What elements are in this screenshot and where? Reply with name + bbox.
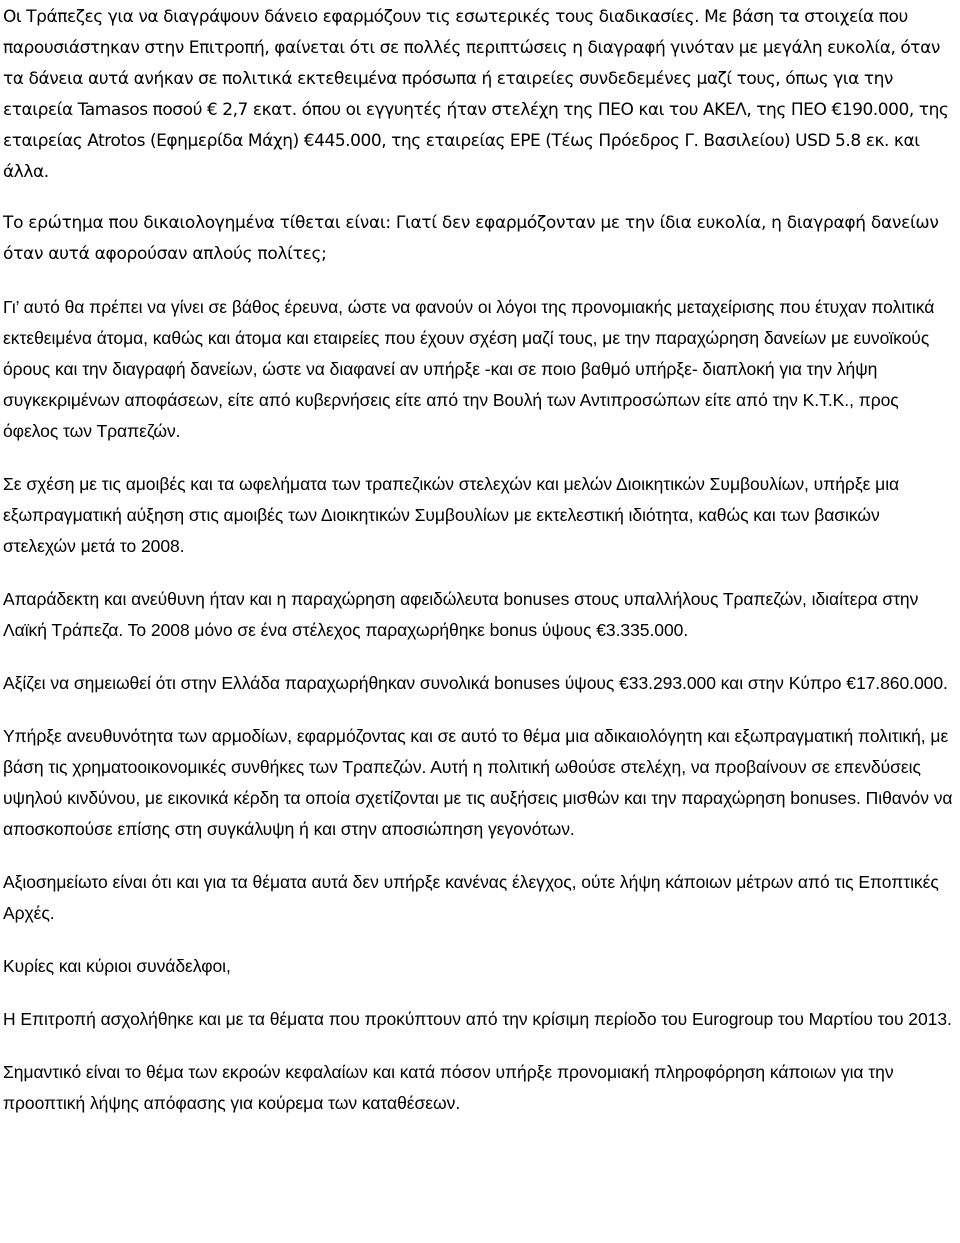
paragraph-bonus-totals: Αξίζει να σημειωθεί ότι στην Ελλάδα παραχωρήθηκαν συνολικά bonuses ύψους €33.293.000 και στην Κύπρο €17.860.000. [3, 673, 948, 693]
paragraph-eurogroup: Η Επιτροπή ασχολήθηκε και με τα θέματα που προκύπτουν από την κρίσιμη περίοδο του Eurogroup του Μαρτίου του 2013. [3, 1009, 952, 1029]
paragraph-question: Το ερώτημα που δικαιολογημένα τίθεται είναι: Γιατί δεν εφαρμόζονταν με την ίδια ευκολία, η διαγραφή δανείων όταν αυτά αφορούσαν απλούς πολίτες; [3, 213, 939, 264]
paragraph-remuneration: Σε σχέση με τις αμοιβές και τα ωφελήματα των τραπεζικών στελεχών και μελών Διοικητικών Συμβουλίων, υπήρξε μια εξωπραγματική αύξηση στις αμοιβές των Διοικητικών Συμβουλίων με εκτελεστική ιδιότητα, καθώς και των βασικών στελεχών μετά το 2008. [3, 474, 900, 556]
paragraph-irresponsibility: Υπήρξε ανευθυνότητα των αρμοδίων, εφαρμόζοντας και σε αυτό το θέμα μια αδικαιολόγητη και εξωπραγματική πολιτική, με βάση τις χρηματοοικονομικές συνθήκες των Τραπεζών. Αυτή η πολιτική ωθούσε στελέχη, να προβαίνουν σε επενδύσεις υψηλού κινδύνου, με εικονικά κέρδη τα οποία σχετίζονται με τις αυξήσεις μισθών και την παραχώρηση bonuses. Πιθανόν να αποσκοπούσε επίσης στη συγκάλυψη ή και στην αποσιώπηση γεγονότων. [3, 726, 953, 839]
document-page [3, 0, 953, 1119]
paragraph-bonuses: Απαράδεκτη και ανεύθυνη ήταν και η παραχώρηση αφειδώλευτα bonuses στους υπαλλήλους Τραπεζών, ιδιαίτερα στην Λαϊκή Τράπεζα. Το 2008 μόνο σε ένα στέλεχος παραχωρήθηκε bonus ύψους €3.335.000. [3, 589, 919, 640]
paragraph-salutation: Κυρίες και κύριοι συνάδελφοι, [3, 956, 231, 976]
paragraph-investigation: Γι’ αυτό θα πρέπει να γίνει σε βάθος έρευνα, ώστε να φανούν οι λόγοι της προνομιακής μεταχείρισης που έτυχαν πολιτικά εκτεθειμένα άτομα, καθώς και άτομα και εταιρείες που έχουν σχέση μαζί τους, με την παραχώρηση δανείων με ευνοϊκούς όρους και την διαγραφή δανείων, ώστε να διαφανεί αν υπήρξε -και σε ποιο βαθμό υπήρξε- διαπλοκή για την λήψη συγκεκριμένων αποφάσεων, είτε από κυβερνήσεις είτε από την Βουλή των Αντιπροσώπων είτε από την Κ.Τ.Κ., προς όφελος των Τραπεζών. [3, 297, 935, 441]
paragraph-loan-write-offs: Οι Τράπεζες για να διαγράψουν δάνειο εφαρμόζουν τις εσωτερικές τους διαδικασίες. Με βάση τα στοιχεία που παρουσιάστηκαν στην Επιτροπή, φαίνεται ότι σε πολλές περιπτώσεις η διαγραφή γινόταν με μεγάλη ευκολία, όταν τα δάνεια αυτά ανήκαν σε πολιτικά εκτεθειμένα πρόσωπα ή εταιρείες συνδεδεμένες μαζί τους, όπως για την εταιρεία Tamasos ποσού € 2,7 εκατ. όπου οι εγγυητές ήταν στελέχη της ΠΕΟ και του ΑΚΕΛ, της ΠΕΟ €190.000, της εταιρείας Atrotos (Εφημερίδα Μάχη) €445.000, της εταιρείας ΕΡΕ (Τέως Πρόεδρος Γ. Βασιλείου) USD 5.8 εκ. και άλλα. [3, 7, 949, 182]
paragraph-no-control: Αξιοσημείωτο είναι ότι και για τα θέματα αυτά δεν υπήρξε κανένας έλεγχος, ούτε λήψη κάποιων μέτρων από τις Εποπτικές Αρχές. [3, 872, 939, 923]
paragraph-capital-outflows: Σημαντικό είναι το θέμα των εκροών κεφαλαίων και κατά πόσον υπήρξε προνομιακή πληροφόρηση κάποιων για την προοπτική λήψης απόφασης για κούρεμα των καταθέσεων. [3, 1062, 894, 1113]
